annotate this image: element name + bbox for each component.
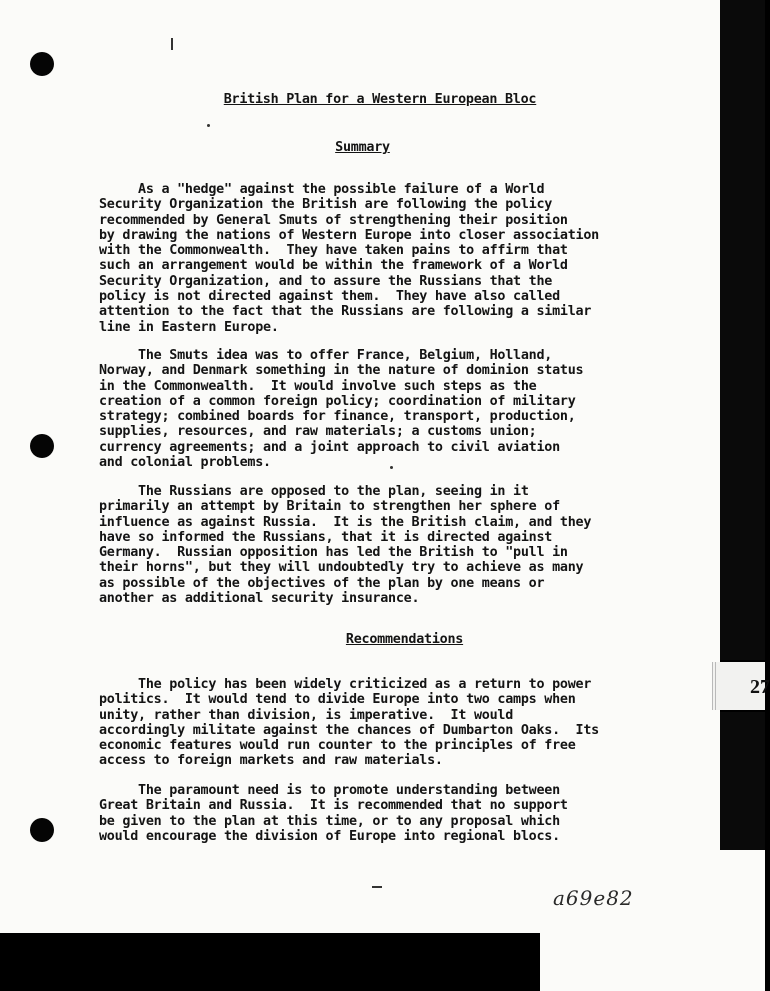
text-line: As a "hedge" against the possible failure of a World: [99, 182, 545, 197]
text-line: Germany. Russian opposition has led the British to "pull in: [99, 545, 568, 561]
text-line: unity, rather than division, is imperative. It would: [99, 707, 514, 723]
page-tab-number: 27: [750, 676, 770, 698]
page-number-tab: [712, 662, 770, 710]
text-line: The Russians are opposed to the plan, seeing in it: [99, 484, 529, 499]
text-line: The policy has been widely criticized as a return to power: [99, 677, 592, 692]
text-line: with the Commonwealth. They have taken pains to affirm that: [99, 243, 568, 259]
text-line: be given to the plan at this time, or to any proposal which: [99, 813, 560, 829]
punch-hole-top: [30, 52, 54, 76]
text-line: would encourage the division of Europe into regional blocs.: [99, 828, 560, 844]
text-line: influence as against Russia. It is the British claim, and they: [99, 514, 592, 530]
text-line: line in Eastern Europe.: [99, 319, 279, 335]
text-line: economic features would run counter to the principles of free: [99, 738, 576, 754]
text-line: Great Britain and Russia. It is recommended that no support: [99, 798, 568, 814]
text-line: and colonial problems.: [99, 455, 271, 471]
page-bottom-extension: [540, 933, 765, 991]
text-line: The paramount need is to promote understanding between: [99, 783, 560, 798]
text-line: Security Organization the British are following the policy: [99, 197, 553, 213]
text-line: policy is not directed against them. They have also called: [99, 289, 560, 305]
text-line: have so informed the Russians, that it is directed against: [99, 529, 553, 545]
text-line: such an arrangement would be within the framework of a World: [99, 258, 568, 274]
summary-paragraph-1: [99, 182, 599, 335]
text-line: creation of a common foreign policy; coordination of military: [99, 393, 576, 409]
text-line: primarily an attempt by Britain to strengthen her sphere of: [99, 499, 560, 515]
scan-mark: [372, 886, 382, 888]
text-line: Norway, and Denmark something in the nature of dominion status: [99, 363, 584, 379]
text-line: Security Organization, and to assure the Russians that the: [99, 273, 553, 289]
section-heading-recommendations: Recommendations: [345, 632, 464, 647]
text-line: accordingly militate against the chances of Dumbarton Oaks. Its: [99, 722, 599, 738]
page-corner: [720, 850, 765, 934]
document-title: British Plan for a Western European Bloc: [223, 92, 537, 107]
text-line: their horns", but they will undoubtedly try to achieve as many: [99, 560, 584, 576]
handwritten-annotation: a69e82: [553, 886, 634, 910]
text-line: in the Commonwealth. It would involve such steps as the: [99, 378, 537, 394]
text-line: supplies, resources, and raw materials; a customs union;: [99, 424, 537, 440]
summary-paragraph-3: [99, 484, 591, 606]
text-line: strategy; combined boards for finance, transport, production,: [99, 409, 576, 425]
text-line: recommended by General Smuts of strengthening their position: [99, 212, 568, 228]
text-line: attention to the fact that the Russians are following a similar: [99, 304, 592, 320]
punch-hole-middle: [30, 434, 54, 458]
text-line: politics. It would tend to divide Europe into two camps when: [99, 692, 576, 708]
text-line: as possible of the objectives of the plan by one means or: [99, 575, 545, 591]
recommendations-paragraph-2: [99, 783, 568, 844]
scan-mark: [171, 38, 173, 50]
scan-speck: [207, 124, 210, 127]
punch-hole-bottom: [30, 818, 54, 842]
text-line: by drawing the nations of Western Europe into closer association: [99, 227, 599, 243]
text-line: another as additional security insurance.: [99, 591, 420, 607]
summary-paragraph-2: [99, 348, 583, 470]
section-heading-summary: Summary: [335, 140, 390, 155]
text-line: The Smuts idea was to offer France, Belgium, Holland,: [99, 348, 553, 363]
text-line: access to foreign markets and raw materials.: [99, 753, 443, 769]
recommendations-paragraph-1: [99, 677, 599, 769]
text-line: currency agreements; and a joint approach to civil aviation: [99, 439, 560, 455]
